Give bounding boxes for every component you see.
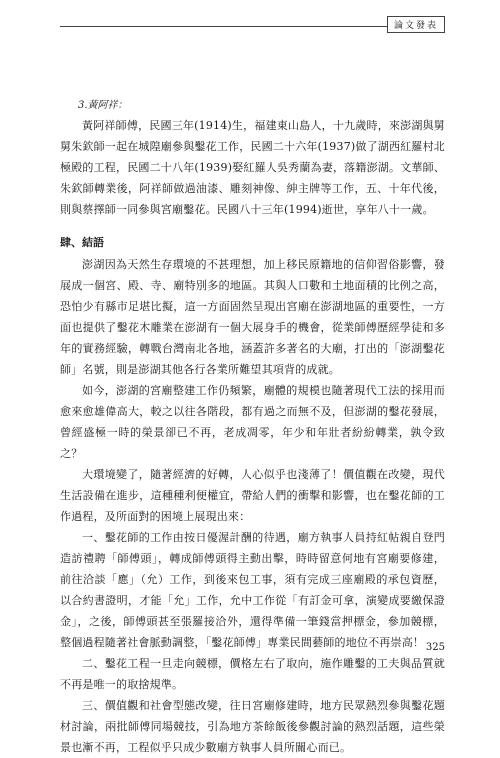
running-header: 論文發表 <box>387 16 445 33</box>
section-title: 肆、結語 <box>60 236 104 249</box>
conclusion-point-1: 一、鑿花師的工作由按日優渥計酬的待遇，廟方執事人員持紅帖親自登門造訪禮聘「師傅頭」，轉成師傅頭得主動出擊，時時留意何地有宮廟要修建，前往洽談「應」（允）工作，到後來包工事，須有完成三座廟殿的承包資歷，以合約書證明，才能「允」工作，允中工作從「有訂金可拿，演變成要繳保證金」，之後，師傅頭甚至張羅接洽外，還得準備一筆錢當押標金，參加競標，整個過程隨著社會脈動調整，「鑿花師傅」專業民間藝師的地位不再崇高！ <box>60 531 445 649</box>
conclusion-point-3: 三、價值觀和社會型態改變，往日宮廟修建時，地方民眾熱烈參與鑿花題材討論，兩批師傅同場競技，引為地方茶餘飯後參觀討論的熱烈話題，這些榮景也漸不再，工程似乎只成少數廟方執事人員所關心而已。 <box>60 699 445 754</box>
conclusion-paragraph-3: 大環境變了，隨著經濟的好轉，人心似乎也淺薄了！價值觀在改變，現代生活設備在進步，這種種利便權宜，帶給人們的衝擊和影響，也在鑿花師的工作過程，及所面對的困境上展現出來： <box>60 468 445 523</box>
biography-paragraph: 黃阿祥師傅，民國三年(1914)生，福建東山島人，十九歲時，來澎湖與舅舅朱欽師一起在城隍廟參與鑿花工作，民國二十六年(1937)做了湖西紅羅村北極殿的工程，民國二十八年(1939)娶紅羅人吳秀蘭為妻，落籍澎湖。文華師、朱欽師轉業後，阿祥師做過油漆、雕刻神像、紳主牌等工作，五、十年代後，則與蔡擇師一同參與宮廟鑿花。民國八十三年(1994)逝世，享年八十一歲。 <box>60 119 445 216</box>
article-body <box>60 96 445 758</box>
conclusion-point-2: 二、鑿花工程一旦走向競標，價格左右了取向，施作雕鑿的工夫與品質就不再是唯一的取捨規準。 <box>60 657 445 691</box>
page-number: 325 <box>425 642 445 653</box>
subsection-heading: 3.黃阿祥： <box>78 100 128 111</box>
conclusion-paragraph-2: 如今，澎湖的宮廟整建工作仍頻繁，廟體的規模也隨著現代工法的採用而愈來愈雄偉高大，較之以往各階段，都有過之而無不及，但澎湖的鑿花發展，曾經盛極一時的榮景卻已不再，老成凋零，年少和年壯者紛紛轉業，孰令致之？ <box>60 384 445 460</box>
conclusion-paragraph-1: 澎湖因為天然生存環境的不甚理想，加上移民原籍地的信仰習俗影響，發展成一個宮、殿、寺、廟特別多的地區。其與人口數和土地面積的比例之高，恐怕少有縣市足堪比擬，這一方面固然呈現出宮廟在澎湖地區的重要性，一方面也提供了鑿花木雕業在澎湖有一個大展身手的機會，從業師傅歷經學徒和多年的實務經驗，轉戰台灣南北各地，涵蓋許多著名的大廟，打出的「澎湖鑿花師」名號，則是澎湖其他各行各業所難望其項背的成就。 <box>60 258 445 376</box>
